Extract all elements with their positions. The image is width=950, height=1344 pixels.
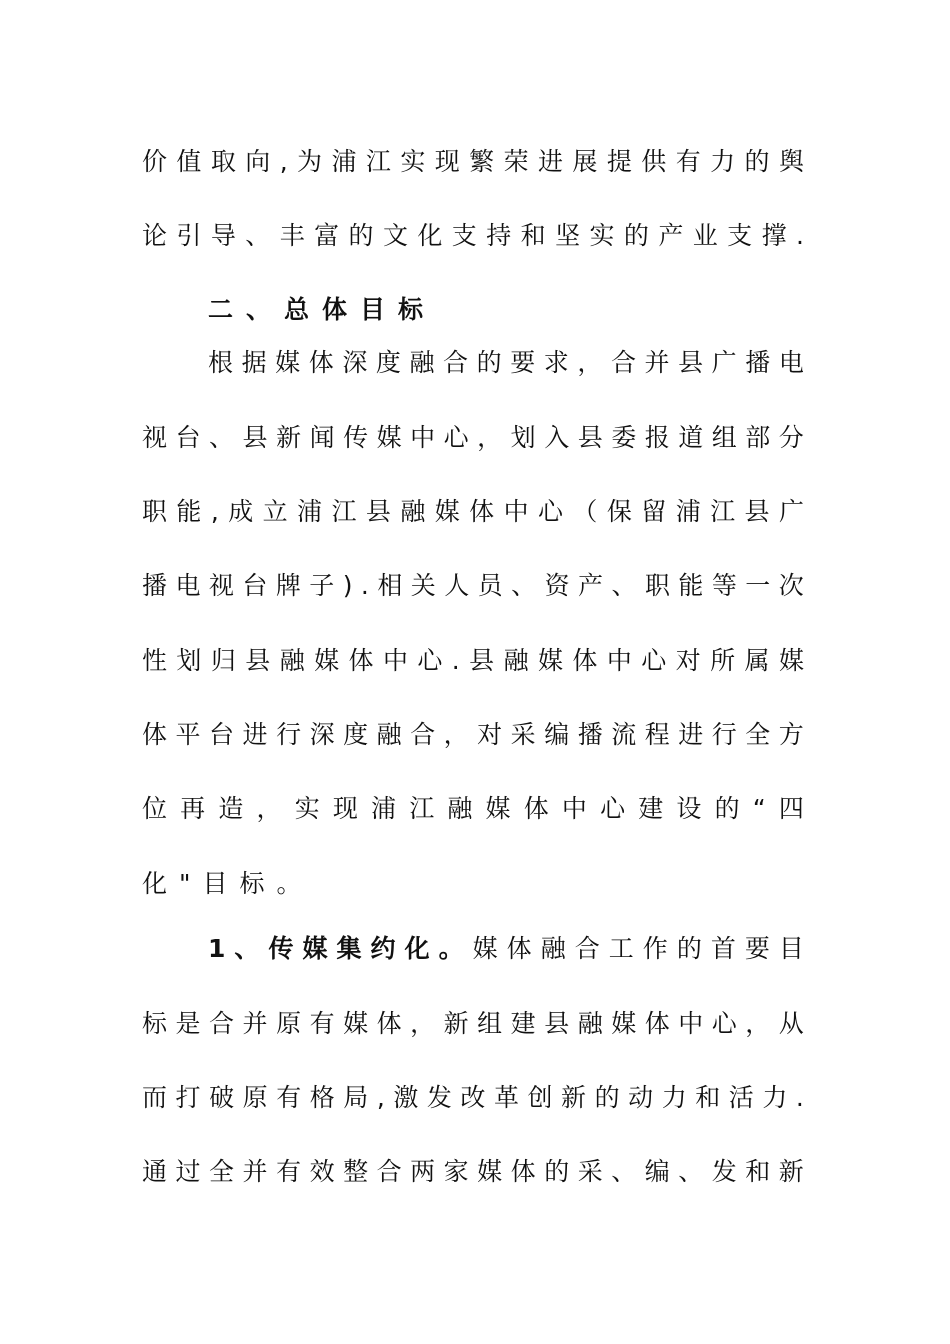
- paragraph-line-7: 性 划 归 县 融 媒 体 中 心 . 县 融 媒 体 中 心 对 所 属 媒: [142, 646, 804, 675]
- paragraph-line-11: 1 、 传 媒 集 约 化 。 媒 体 融 合 工 作 的 首 要 目: [208, 934, 804, 963]
- paragraph-line-12: 标 是 合 并 原 有 媒 体 ， 新 组 建 县 融 媒 体 中 心 ， 从: [142, 1009, 804, 1038]
- paragraph-line-9: 位 再 造 ， 实 现 浦 江 融 媒 体 中 心 建 设 的 “ 四: [142, 794, 804, 823]
- section-heading-overall-goals: 二、总体目标: [208, 295, 437, 324]
- paragraph-line-2: 论 引 导 、 丰 富 的 文 化 支 持 和 坚 实 的 产 业 支 撑 .: [142, 221, 804, 250]
- paragraph-line-3: 根 据 媒 体 深 度 融 合 的 要 求 ， 合 并 县 广 播 电: [208, 348, 804, 377]
- paragraph-line-14: 通 过 全 并 有 效 整 合 两 家 媒 体 的 采 、 编 、 发 和 新: [142, 1157, 804, 1186]
- paragraph-line-10: 化"目标。: [142, 869, 314, 898]
- paragraph-line-6: 播 电 视 台 牌 子 ) . 相 关 人 员 、 资 产 、 职 能 等 一 次: [142, 571, 804, 600]
- paragraph-line-8: 体 平 台 进 行 深 度 融 合 ， 对 采 编 播 流 程 进 行 全 方: [142, 720, 804, 749]
- paragraph-line-13: 而 打 破 原 有 格 局 , 激 发 改 革 创 新 的 动 力 和 活 力 .: [142, 1083, 804, 1112]
- paragraph-line-4: 视 台 、 县 新 闻 传 媒 中 心 ， 划 入 县 委 报 道 组 部 分: [142, 423, 804, 452]
- paragraph-line-5: 职 能 , 成 立 浦 江 县 融 媒 体 中 心 （ 保 留 浦 江 县 广: [142, 497, 804, 526]
- paragraph-line-1: 价 值 取 向 , 为 浦 江 实 现 繁 荣 进 展 提 供 有 力 的 舆: [142, 147, 804, 176]
